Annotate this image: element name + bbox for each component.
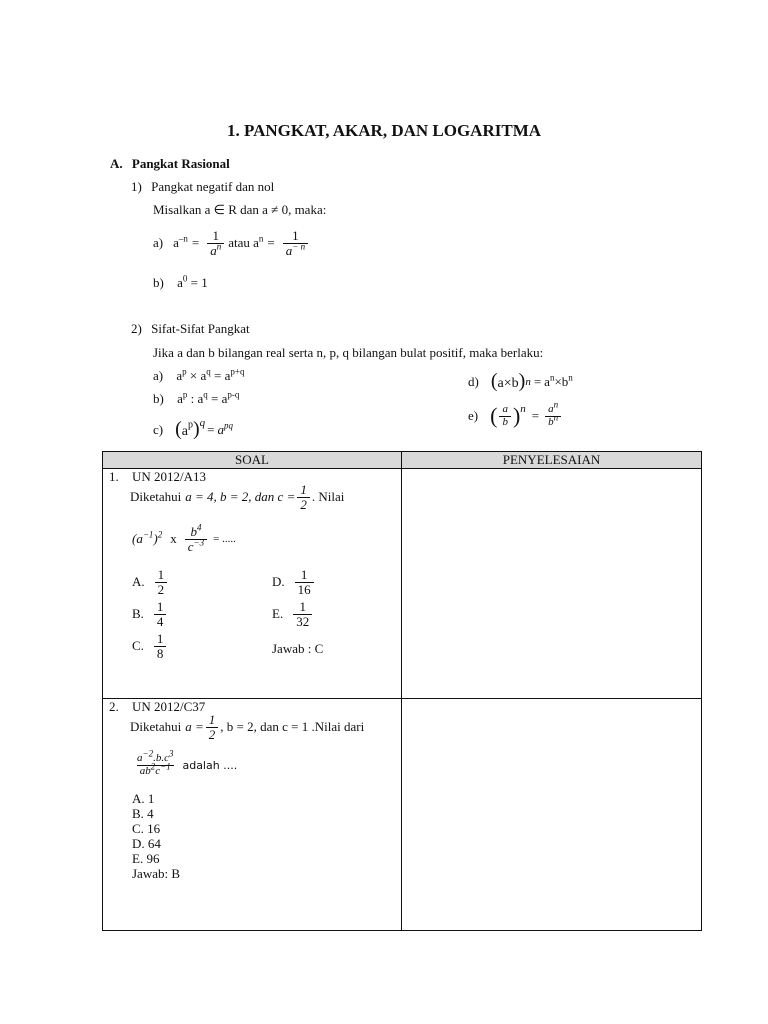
option-e[interactable]: E. $\frac{1}{32}$ [272,600,314,628]
rule-product-power: d) (a×b) n = $a^n\times b^n$ [468,370,573,392]
question-2-cell [103,699,402,931]
section-a-label: A. [110,156,123,171]
rule-a-label: a) [153,235,164,251]
question-2-answer: Jawab: B [132,866,181,881]
rule-quotient-power: e) ( $\frac{a}{b}$ ) n = $\frac{a^n}{b^n}$ [468,403,563,429]
item-2-intro: Jika a dan b bilangan real serta n, p, q bilangan bulat positif, maka berlaku: [153,345,544,360]
item-1-intro: Misalkan a ∈ R dan a ≠ 0, maka: [153,202,327,217]
fraction-1-over-a-n: $\frac{1}{a^n}$ [207,229,224,257]
question-1-expression: $(a^{-1})^2$ x $\frac{b^4}{c^{-3}}$ = ..... [132,522,236,554]
soal-table [102,451,702,931]
q2-option-d[interactable]: D. 64 [132,836,161,851]
header-soal: SOAL [103,452,402,469]
equals-sign: = [191,235,200,251]
question-2-source: 2. UN 2012/C37 [109,699,206,714]
rule-a-atau: atau $a^n$ [228,233,264,251]
q2-option-a[interactable]: A. 1 [132,791,155,806]
item-2-label: 2) [131,321,142,336]
solution-1-cell[interactable] [402,469,702,699]
rule-quotient: b) $a^p$ : $a^q = a^{p-q}$ [153,389,240,406]
solution-2-cell[interactable] [402,699,702,931]
q2-option-e[interactable]: E. 96 [132,851,160,866]
rule-power-of-power: c) $(a^p)$ q = $a^{pq}$ [153,416,234,440]
section-a-title: Pangkat Rasional [131,156,230,171]
item-1-label: 1) [131,179,142,194]
fraction-1-over-a-minus-n: $\frac{1}{a^{- n}}$ [283,229,308,257]
rule-a-lhs: $a^{-n}$ [173,233,188,251]
question-1-cell [103,469,402,699]
option-b[interactable]: B. $\frac{1}{4}$ [132,600,168,628]
question-1-source: 1. UN 2012/A13 [109,469,207,484]
item-2-heading [131,321,250,337]
q2-option-c[interactable]: C. 16 [132,821,161,836]
option-d[interactable]: D. $\frac{1}{16}$ [272,568,316,596]
item-2-title: Sifat-Sifat Pangkat [151,321,250,336]
equals-sign: = [267,235,275,251]
page-title: 1. PANGKAT, AKAR, DAN LOGARITMA [226,121,542,140]
question-2-expression: $\frac{a^{-2}.b.c^3}{ab^2c^{-1}}$ adalah .... [137,748,238,777]
item-1-title: Pangkat negatif dan nol [151,179,275,194]
rule-product: a) $a^p \times a^q = a^{p+q}$ [153,366,245,383]
question-1-answer: Jawab : C [272,641,324,656]
header-penyelesaian: PENYELESAIAN [402,452,702,469]
section-a-heading [110,156,230,172]
rule-negative-exponent [153,229,310,257]
question-1-given: Diketahui a = 4, b = 2, dan c = $\frac{1}{2}$ . Nilai [130,482,345,512]
question-2-given: Diketahui a = $\frac{1}{2}$ , b = 2, dan c = 1 .Nilai dari [130,712,365,742]
option-c[interactable]: C. $\frac{1}{8}$ [132,632,168,660]
option-a[interactable]: A. $\frac{1}{2}$ [132,568,169,596]
item-1-heading [131,179,274,195]
rule-zero-exponent: b) $a^0 = 1$ [153,273,208,290]
q2-option-b[interactable]: B. 4 [132,806,154,821]
